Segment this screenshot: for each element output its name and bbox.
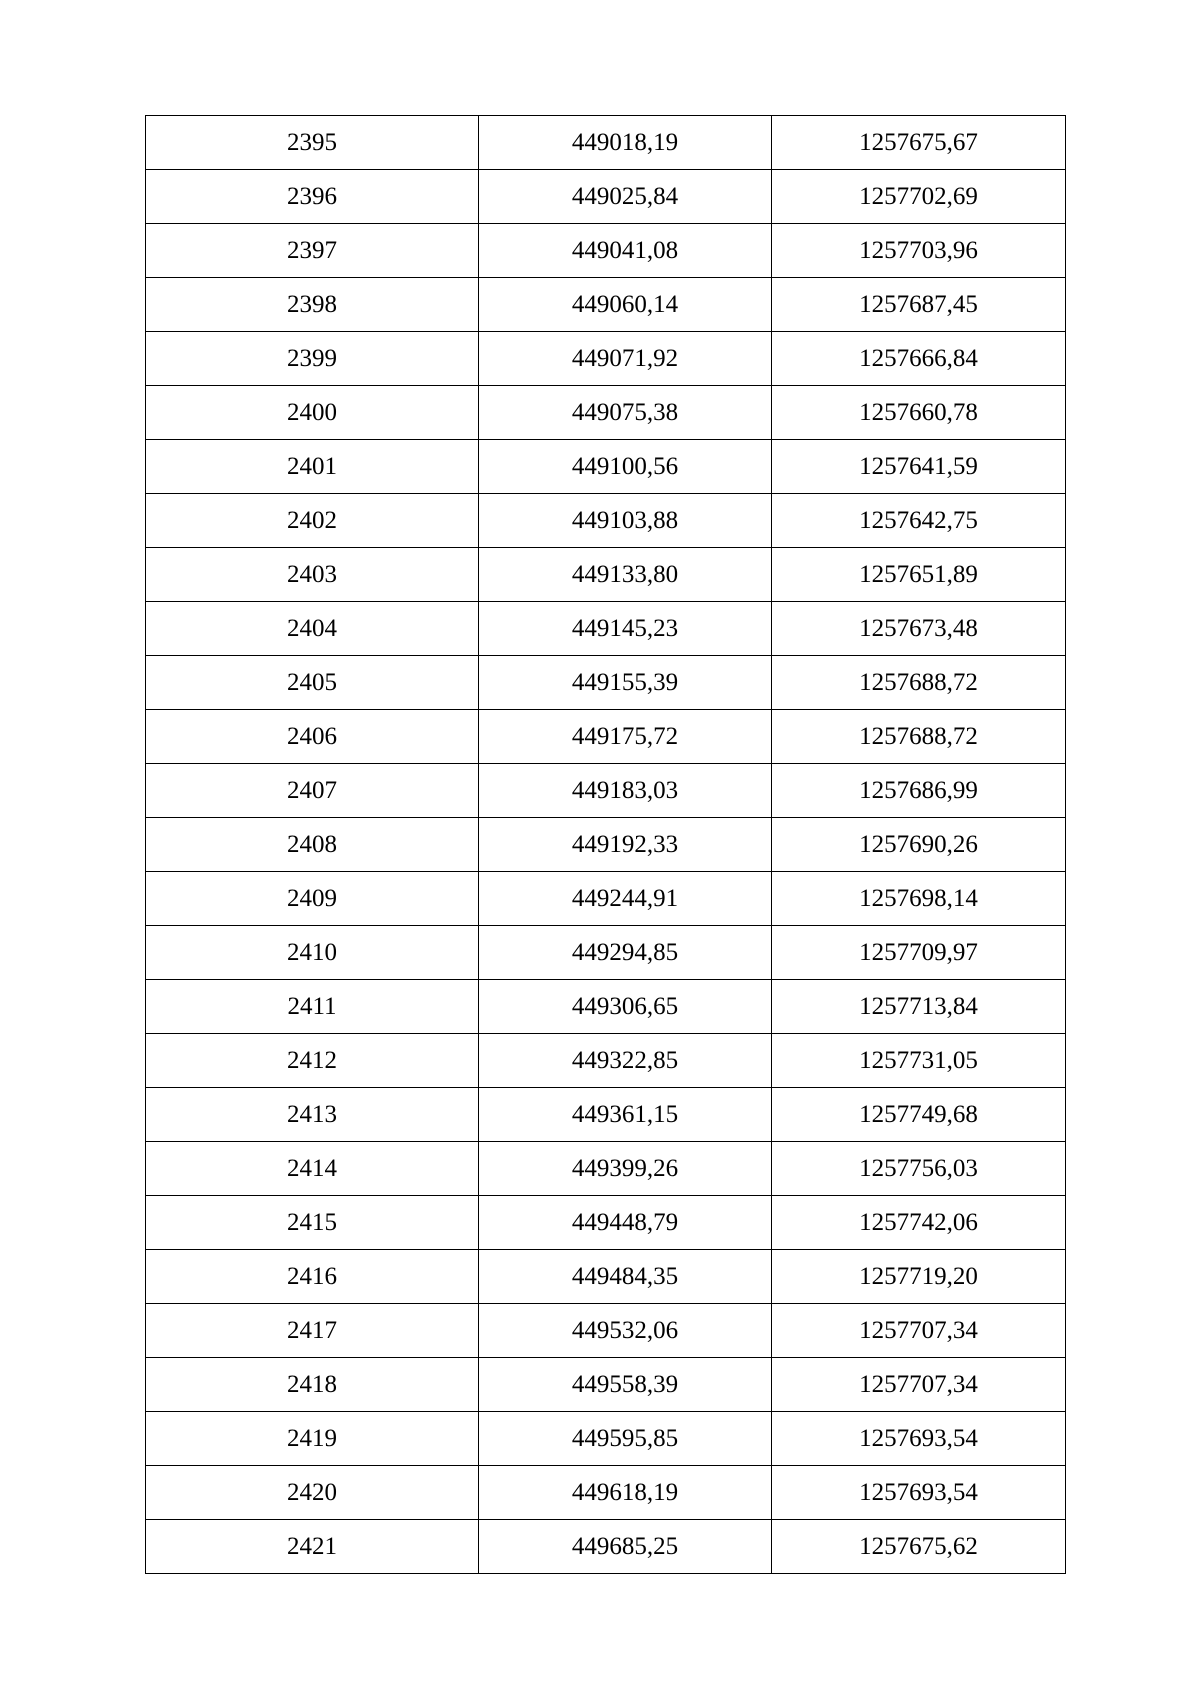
y-coordinate-cell: 1257709,97 xyxy=(772,926,1066,980)
coordinates-table xyxy=(145,115,1066,1574)
table-row xyxy=(146,710,1066,764)
table-row xyxy=(146,440,1066,494)
x-coordinate-cell: 449595,85 xyxy=(479,1412,772,1466)
x-coordinate-cell: 449155,39 xyxy=(479,656,772,710)
point-number-cell: 2415 xyxy=(146,1196,479,1250)
point-number-cell: 2405 xyxy=(146,656,479,710)
table-row xyxy=(146,980,1066,1034)
y-coordinate-cell: 1257642,75 xyxy=(772,494,1066,548)
x-coordinate-cell: 449306,65 xyxy=(479,980,772,1034)
y-coordinate-cell: 1257693,54 xyxy=(772,1466,1066,1520)
table-row xyxy=(146,1412,1066,1466)
table-row xyxy=(146,1466,1066,1520)
x-coordinate-cell: 449322,85 xyxy=(479,1034,772,1088)
y-coordinate-cell: 1257666,84 xyxy=(772,332,1066,386)
point-number-cell: 2408 xyxy=(146,818,479,872)
x-coordinate-cell: 449025,84 xyxy=(479,170,772,224)
table-row xyxy=(146,926,1066,980)
x-coordinate-cell: 449361,15 xyxy=(479,1088,772,1142)
point-number-cell: 2419 xyxy=(146,1412,479,1466)
table-row xyxy=(146,1358,1066,1412)
point-number-cell: 2395 xyxy=(146,116,479,170)
y-coordinate-cell: 1257673,48 xyxy=(772,602,1066,656)
point-number-cell: 2410 xyxy=(146,926,479,980)
table-row xyxy=(146,494,1066,548)
y-coordinate-cell: 1257686,99 xyxy=(772,764,1066,818)
point-number-cell: 2404 xyxy=(146,602,479,656)
x-coordinate-cell: 449100,56 xyxy=(479,440,772,494)
x-coordinate-cell: 449484,35 xyxy=(479,1250,772,1304)
y-coordinate-cell: 1257749,68 xyxy=(772,1088,1066,1142)
point-number-cell: 2421 xyxy=(146,1520,479,1574)
y-coordinate-cell: 1257698,14 xyxy=(772,872,1066,926)
x-coordinate-cell: 449244,91 xyxy=(479,872,772,926)
y-coordinate-cell: 1257690,26 xyxy=(772,818,1066,872)
y-coordinate-cell: 1257742,06 xyxy=(772,1196,1066,1250)
x-coordinate-cell: 449103,88 xyxy=(479,494,772,548)
table-row xyxy=(146,1196,1066,1250)
x-coordinate-cell: 449192,33 xyxy=(479,818,772,872)
x-coordinate-cell: 449060,14 xyxy=(479,278,772,332)
y-coordinate-cell: 1257707,34 xyxy=(772,1304,1066,1358)
y-coordinate-cell: 1257688,72 xyxy=(772,710,1066,764)
point-number-cell: 2406 xyxy=(146,710,479,764)
point-number-cell: 2402 xyxy=(146,494,479,548)
y-coordinate-cell: 1257702,69 xyxy=(772,170,1066,224)
x-coordinate-cell: 449041,08 xyxy=(479,224,772,278)
x-coordinate-cell: 449133,80 xyxy=(479,548,772,602)
table-row xyxy=(146,656,1066,710)
coordinates-table-body xyxy=(146,116,1066,1574)
table-row xyxy=(146,332,1066,386)
x-coordinate-cell: 449075,38 xyxy=(479,386,772,440)
point-number-cell: 2401 xyxy=(146,440,479,494)
y-coordinate-cell: 1257688,72 xyxy=(772,656,1066,710)
point-number-cell: 2396 xyxy=(146,170,479,224)
table-row xyxy=(146,278,1066,332)
x-coordinate-cell: 449399,26 xyxy=(479,1142,772,1196)
table-row xyxy=(146,1520,1066,1574)
point-number-cell: 2407 xyxy=(146,764,479,818)
table-row xyxy=(146,224,1066,278)
y-coordinate-cell: 1257703,96 xyxy=(772,224,1066,278)
x-coordinate-cell: 449558,39 xyxy=(479,1358,772,1412)
table-row xyxy=(146,602,1066,656)
table-row xyxy=(146,386,1066,440)
point-number-cell: 2416 xyxy=(146,1250,479,1304)
point-number-cell: 2418 xyxy=(146,1358,479,1412)
point-number-cell: 2417 xyxy=(146,1304,479,1358)
table-row xyxy=(146,1250,1066,1304)
point-number-cell: 2400 xyxy=(146,386,479,440)
table-row xyxy=(146,116,1066,170)
y-coordinate-cell: 1257660,78 xyxy=(772,386,1066,440)
x-coordinate-cell: 449175,72 xyxy=(479,710,772,764)
x-coordinate-cell: 449183,03 xyxy=(479,764,772,818)
point-number-cell: 2413 xyxy=(146,1088,479,1142)
table-row xyxy=(146,548,1066,602)
x-coordinate-cell: 449532,06 xyxy=(479,1304,772,1358)
point-number-cell: 2398 xyxy=(146,278,479,332)
point-number-cell: 2414 xyxy=(146,1142,479,1196)
x-coordinate-cell: 449018,19 xyxy=(479,116,772,170)
table-row xyxy=(146,170,1066,224)
x-coordinate-cell: 449071,92 xyxy=(479,332,772,386)
point-number-cell: 2403 xyxy=(146,548,479,602)
point-number-cell: 2412 xyxy=(146,1034,479,1088)
y-coordinate-cell: 1257693,54 xyxy=(772,1412,1066,1466)
point-number-cell: 2409 xyxy=(146,872,479,926)
table-row xyxy=(146,872,1066,926)
table-row xyxy=(146,1088,1066,1142)
point-number-cell: 2397 xyxy=(146,224,479,278)
point-number-cell: 2420 xyxy=(146,1466,479,1520)
table-row xyxy=(146,1034,1066,1088)
y-coordinate-cell: 1257641,59 xyxy=(772,440,1066,494)
x-coordinate-cell: 449294,85 xyxy=(479,926,772,980)
table-row xyxy=(146,1304,1066,1358)
x-coordinate-cell: 449618,19 xyxy=(479,1466,772,1520)
table-row xyxy=(146,764,1066,818)
point-number-cell: 2399 xyxy=(146,332,479,386)
x-coordinate-cell: 449685,25 xyxy=(479,1520,772,1574)
table-row xyxy=(146,1142,1066,1196)
y-coordinate-cell: 1257675,62 xyxy=(772,1520,1066,1574)
y-coordinate-cell: 1257713,84 xyxy=(772,980,1066,1034)
table-row xyxy=(146,818,1066,872)
y-coordinate-cell: 1257675,67 xyxy=(772,116,1066,170)
y-coordinate-cell: 1257756,03 xyxy=(772,1142,1066,1196)
y-coordinate-cell: 1257719,20 xyxy=(772,1250,1066,1304)
y-coordinate-cell: 1257707,34 xyxy=(772,1358,1066,1412)
x-coordinate-cell: 449448,79 xyxy=(479,1196,772,1250)
x-coordinate-cell: 449145,23 xyxy=(479,602,772,656)
y-coordinate-cell: 1257731,05 xyxy=(772,1034,1066,1088)
y-coordinate-cell: 1257651,89 xyxy=(772,548,1066,602)
y-coordinate-cell: 1257687,45 xyxy=(772,278,1066,332)
point-number-cell: 2411 xyxy=(146,980,479,1034)
